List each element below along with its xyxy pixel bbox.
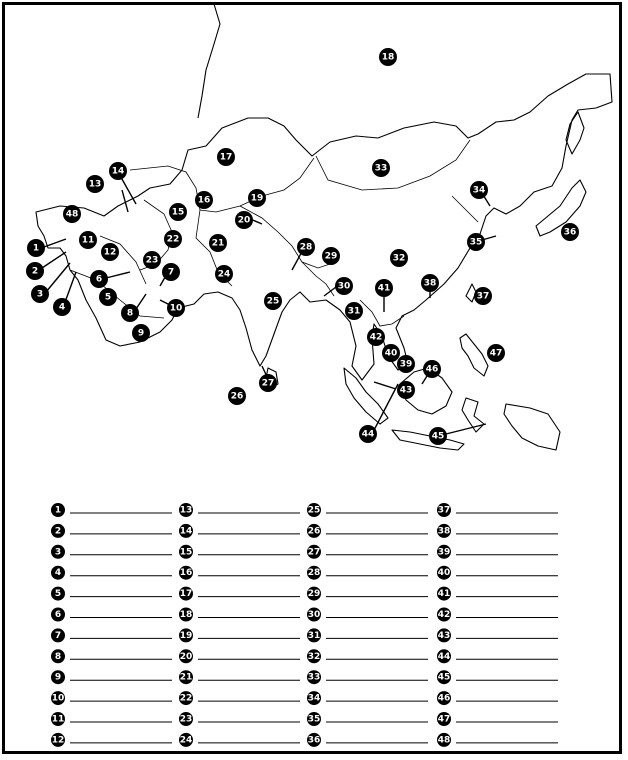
answer-number-48-label: 48: [437, 735, 451, 746]
answer-number-36: [307, 733, 321, 747]
answer-number-30-label: 30: [307, 610, 321, 620]
answer-number-4-label: 4: [54, 568, 62, 579]
map-marker-10-label: 10: [169, 303, 183, 314]
map-marker-26-label: 26: [230, 391, 244, 402]
answer-number-36-label: 36: [307, 735, 321, 746]
answer-number-7-label: 7: [54, 630, 62, 641]
answer-number-13: [179, 503, 193, 517]
answer-number-47-label: 47: [437, 714, 451, 725]
answer-number-29-label: 29: [307, 589, 321, 600]
answer-number-8: [51, 649, 65, 663]
map-marker-47: [487, 344, 505, 362]
answer-number-43-label: 43: [437, 630, 451, 641]
map-marker-20: [235, 211, 253, 229]
answer-number-35: [307, 712, 321, 726]
answer-number-39-label: 39: [437, 547, 451, 558]
map-marker-35: [467, 233, 485, 251]
answer-number-37-label: 37: [437, 505, 451, 516]
answer-number-8-label: 8: [54, 651, 62, 662]
answer-number-3-label: 3: [54, 547, 62, 558]
map-marker-12: [101, 243, 119, 261]
map-marker-2-label: 2: [31, 266, 39, 277]
map-marker-23: [143, 251, 161, 269]
map-marker-31-label: 31: [347, 306, 361, 317]
map-marker-25: [264, 292, 282, 310]
map-marker-35-label: 35: [469, 237, 483, 248]
answer-number-23-label: 23: [179, 714, 193, 725]
map-marker-44: [359, 425, 377, 443]
map-marker-46-label: 46: [425, 364, 439, 375]
answer-number-44-label: 44: [437, 651, 451, 662]
map-marker-19: [248, 189, 266, 207]
map-marker-5: [99, 288, 117, 306]
answer-number-1: [51, 503, 65, 517]
map-marker-33: [372, 159, 390, 177]
map-marker-38-label: 38: [423, 278, 437, 289]
map-marker-43-label: 43: [399, 385, 413, 396]
map-marker-12-label: 12: [103, 247, 117, 258]
map-marker-8: [121, 304, 139, 322]
map-marker-9: [132, 324, 150, 342]
map-marker-2: [26, 262, 44, 280]
map-marker-22-label: 22: [166, 234, 180, 245]
map-marker-1: [27, 239, 45, 257]
map-marker-43: [397, 381, 415, 399]
answer-number-47: [437, 712, 451, 726]
map-marker-11: [79, 231, 97, 249]
map-marker-36-label: 36: [563, 227, 577, 238]
map-marker-27-label: 27: [261, 378, 275, 389]
answer-number-28: [307, 566, 321, 580]
map-marker-1-label: 1: [32, 243, 40, 254]
map-marker-16-label: 16: [197, 195, 211, 206]
answer-number-2: [51, 524, 65, 538]
map-marker-28-label: 28: [299, 242, 313, 253]
answer-number-46: [437, 691, 451, 705]
answer-number-22: [179, 691, 193, 705]
map-marker-5-label: 5: [104, 292, 112, 303]
answer-number-18: [179, 608, 193, 622]
map-marker-29: [322, 247, 340, 265]
answer-number-39: [437, 545, 451, 559]
answer-number-32-label: 32: [307, 651, 321, 662]
answer-number-16-label: 16: [179, 568, 193, 579]
answer-number-9: [51, 670, 65, 684]
answer-number-7: [51, 628, 65, 642]
map-marker-34-label: 34: [472, 185, 486, 196]
map-marker-14: [109, 162, 127, 180]
coastline-outline: [36, 4, 612, 450]
answer-number-43: [437, 628, 451, 642]
map-marker-13-label: 13: [88, 179, 102, 190]
answer-number-16: [179, 566, 193, 580]
map-marker-25-label: 25: [266, 296, 280, 307]
answer-number-41: [437, 587, 451, 601]
map-marker-47-label: 47: [489, 348, 503, 359]
map-marker-9-label: 9: [137, 328, 145, 339]
answer-number-24-label: 24: [179, 735, 193, 746]
answer-number-48: [437, 733, 451, 747]
map-marker-42: [367, 328, 385, 346]
map-marker-13: [86, 175, 104, 193]
map-marker-18: [379, 48, 397, 66]
map-marker-8-label: 8: [126, 308, 134, 319]
answer-number-1-label: 1: [54, 505, 62, 516]
map-marker-3: [31, 285, 49, 303]
map-marker-26: [228, 387, 246, 405]
map-marker-37-label: 37: [476, 291, 490, 302]
answer-number-13-label: 13: [179, 505, 193, 516]
answer-number-34-label: 34: [307, 693, 321, 704]
map-marker-41: [375, 279, 393, 297]
map-marker-6-label: 6: [95, 274, 103, 285]
map-marker-15-label: 15: [171, 207, 185, 218]
map-marker-29-label: 29: [324, 251, 338, 262]
answer-number-18-label: 18: [179, 610, 193, 620]
answer-number-15-label: 15: [179, 547, 193, 558]
answer-number-45: [437, 670, 451, 684]
answer-number-24: [179, 733, 193, 747]
answer-number-6-label: 6: [54, 610, 62, 620]
answer-number-23: [179, 712, 193, 726]
map-marker-48: [63, 205, 81, 223]
map-marker-40: [382, 344, 400, 362]
answer-number-37: [437, 503, 451, 517]
answer-number-42: [437, 608, 451, 622]
map-marker-41-label: 41: [377, 283, 391, 294]
map-marker-31: [345, 302, 363, 320]
answer-number-12-label: 12: [51, 735, 65, 746]
map-marker-18-label: 18: [381, 52, 395, 63]
answer-number-2-label: 2: [54, 526, 62, 537]
answer-number-45-label: 45: [437, 672, 451, 683]
answer-number-4: [51, 566, 65, 580]
answer-number-5: [51, 587, 65, 601]
map-markers: [26, 48, 579, 445]
answer-number-38-label: 38: [437, 526, 451, 537]
answer-number-40-label: 40: [437, 568, 451, 579]
answer-number-10-label: 10: [51, 693, 65, 704]
map-marker-37: [474, 287, 492, 305]
map-marker-27: [259, 374, 277, 392]
map-marker-6: [90, 270, 108, 288]
answer-number-29: [307, 587, 321, 601]
map-marker-14-label: 14: [111, 166, 125, 177]
answer-number-20-label: 20: [179, 651, 193, 662]
answer-number-15: [179, 545, 193, 559]
answer-number-25-label: 25: [307, 505, 321, 516]
answer-number-12: [51, 733, 65, 747]
answer-number-11: [51, 712, 65, 726]
answer-number-22-label: 22: [179, 693, 193, 704]
map-marker-10: [167, 299, 185, 317]
map-marker-34: [470, 181, 488, 199]
answer-number-31: [307, 628, 321, 642]
answer-number-5-label: 5: [54, 589, 62, 600]
map-marker-3-label: 3: [36, 289, 44, 300]
answer-key: [51, 503, 558, 747]
map-marker-4-label: 4: [58, 302, 66, 313]
answer-number-11-label: 11: [51, 714, 65, 725]
map-marker-28: [297, 238, 315, 256]
map-marker-4: [53, 298, 71, 316]
map-marker-39-label: 39: [399, 359, 413, 370]
answer-number-38: [437, 524, 451, 538]
answer-number-35-label: 35: [307, 714, 321, 725]
map-marker-19-label: 19: [250, 193, 264, 204]
map-marker-11-label: 11: [81, 235, 95, 246]
map-marker-44-label: 44: [361, 429, 375, 440]
answer-number-40: [437, 566, 451, 580]
answer-number-34: [307, 691, 321, 705]
answer-number-21-label: 21: [179, 672, 193, 683]
map-marker-32: [390, 249, 408, 267]
answer-number-9-label: 9: [54, 672, 62, 683]
answer-number-20: [179, 649, 193, 663]
map-marker-36: [561, 223, 579, 241]
answer-number-19-label: 19: [179, 630, 193, 641]
map-marker-15: [169, 203, 187, 221]
map-marker-24: [215, 265, 233, 283]
answer-number-10: [51, 691, 65, 705]
answer-number-14: [179, 524, 193, 538]
answer-number-42-label: 42: [437, 610, 451, 620]
map-marker-21-label: 21: [211, 238, 225, 249]
map-marker-23-label: 23: [145, 255, 159, 266]
map-marker-39: [397, 355, 415, 373]
answer-number-26: [307, 524, 321, 538]
map-marker-16: [195, 191, 213, 209]
answer-number-30: [307, 608, 321, 622]
answer-number-26-label: 26: [307, 526, 321, 537]
answer-number-3: [51, 545, 65, 559]
map-marker-48-label: 48: [65, 209, 79, 220]
map-marker-20-label: 20: [237, 215, 251, 226]
answer-number-25: [307, 503, 321, 517]
answer-number-33: [307, 670, 321, 684]
answer-number-41-label: 41: [437, 589, 451, 600]
map-marker-45: [429, 427, 447, 445]
answer-number-44: [437, 649, 451, 663]
map-marker-32-label: 32: [392, 253, 406, 264]
map-marker-30: [335, 277, 353, 295]
map-marker-22: [164, 230, 182, 248]
map-marker-40-label: 40: [384, 348, 398, 359]
answer-number-21: [179, 670, 193, 684]
map-marker-21: [209, 234, 227, 252]
map-marker-46: [423, 360, 441, 378]
map-marker-42-label: 42: [369, 332, 383, 343]
answer-number-19: [179, 628, 193, 642]
answer-number-27-label: 27: [307, 547, 321, 558]
answer-number-32: [307, 649, 321, 663]
answer-number-14-label: 14: [179, 526, 193, 537]
answer-number-28-label: 28: [307, 568, 321, 579]
answer-number-17-label: 17: [179, 589, 193, 600]
map-marker-17: [217, 148, 235, 166]
map-marker-33-label: 33: [374, 163, 388, 174]
map-marker-30-label: 30: [337, 281, 351, 292]
map-marker-45-label: 45: [431, 431, 445, 442]
map-marker-38: [421, 274, 439, 292]
map-marker-24-label: 24: [217, 269, 231, 280]
answer-number-31-label: 31: [307, 630, 321, 641]
answer-number-46-label: 46: [437, 693, 451, 704]
answer-number-33-label: 33: [307, 672, 321, 683]
answer-number-6: [51, 608, 65, 622]
map-marker-7: [162, 263, 180, 281]
map-marker-17-label: 17: [219, 152, 233, 163]
answer-number-17: [179, 587, 193, 601]
answer-number-27: [307, 545, 321, 559]
map-marker-7-label: 7: [167, 267, 175, 278]
